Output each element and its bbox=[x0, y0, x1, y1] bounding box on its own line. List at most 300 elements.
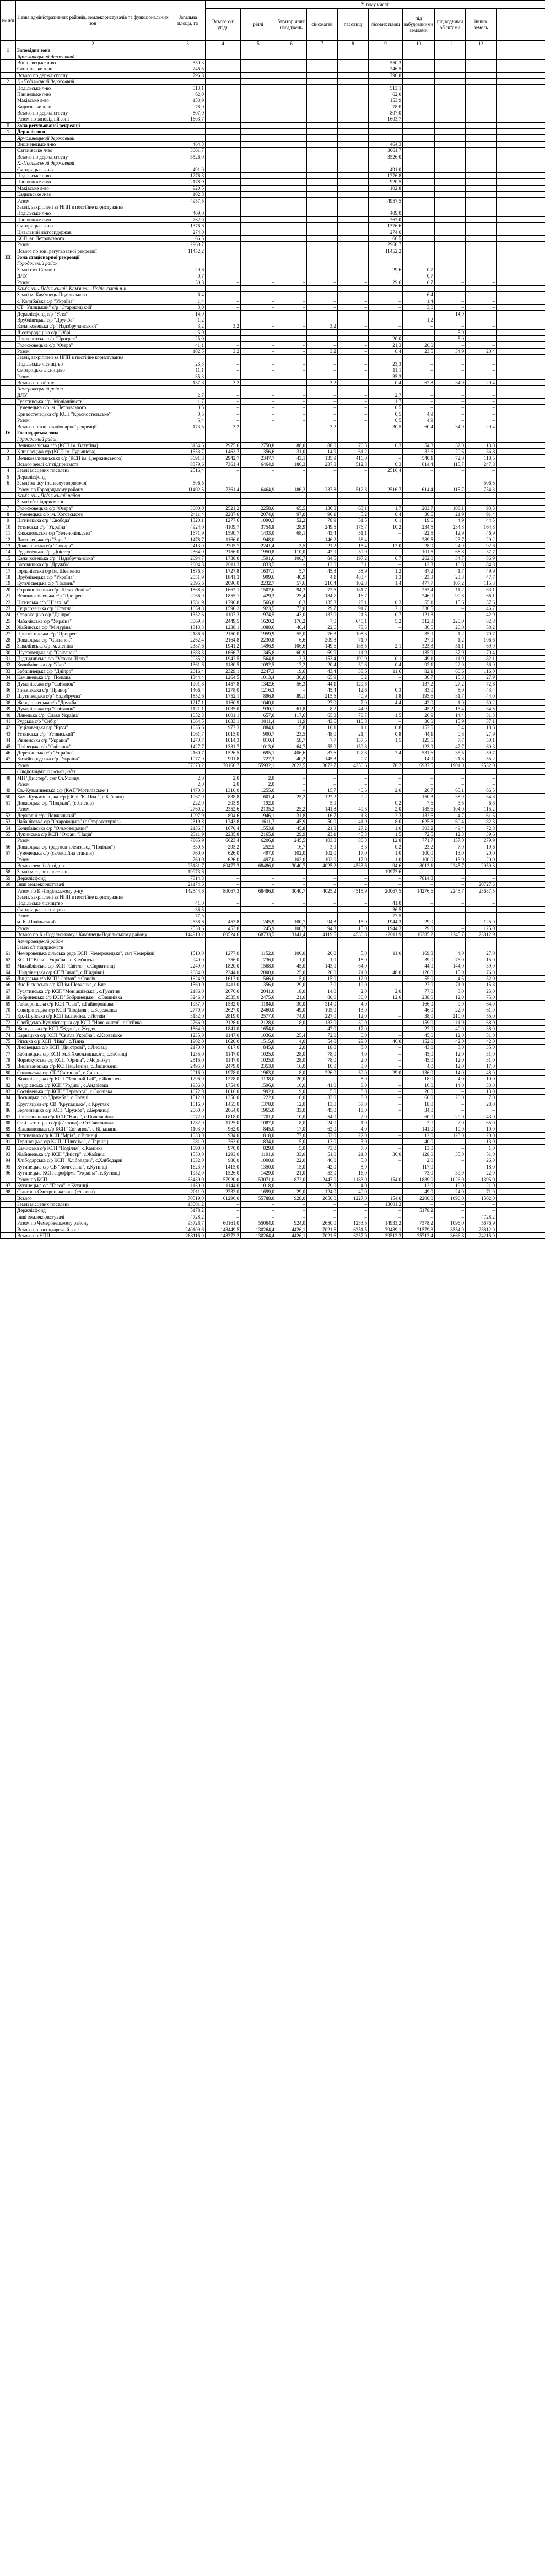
row-value: 73,0 bbox=[403, 1170, 435, 1176]
row-extra bbox=[497, 1007, 545, 1013]
row-value: 1232,0 bbox=[170, 1119, 206, 1126]
row-value: 42,9 bbox=[307, 549, 338, 555]
row-value: – bbox=[338, 417, 369, 423]
table-row bbox=[1, 505, 545, 511]
row-value: 1,3 bbox=[369, 574, 403, 580]
row-value: 2975,6 bbox=[206, 442, 241, 448]
row-value: – bbox=[369, 562, 403, 568]
row-value bbox=[307, 229, 338, 235]
table-row bbox=[1, 1126, 545, 1132]
row-value: 1255,0 bbox=[241, 787, 276, 794]
row-value: 43,0 bbox=[466, 1113, 497, 1119]
row-value: 1944,3 bbox=[369, 919, 403, 925]
row-value: 27,2 bbox=[435, 681, 466, 687]
row-value bbox=[241, 135, 276, 141]
row-number: 97 bbox=[1, 1182, 16, 1188]
row-value bbox=[466, 160, 497, 166]
row-value: – bbox=[206, 405, 241, 411]
row-value: 2094,7 bbox=[170, 555, 206, 561]
row-value bbox=[338, 198, 369, 204]
table-row bbox=[1, 1001, 545, 1007]
row-value: 90,1 bbox=[307, 511, 338, 517]
row-extra bbox=[497, 1063, 545, 1069]
row-value: 31,0 bbox=[466, 1057, 497, 1063]
row-value: – bbox=[466, 398, 497, 404]
row-value: 7,0 bbox=[307, 982, 338, 988]
row-value bbox=[338, 222, 369, 229]
row-value bbox=[276, 355, 307, 361]
row-value bbox=[466, 254, 497, 260]
row-number: 55 bbox=[1, 831, 16, 837]
row-value: 1088,6 bbox=[241, 624, 276, 630]
row-value: 16,7 bbox=[307, 812, 338, 818]
row-name: Клинівецька с/р (КСП ім. Гурьянова) bbox=[16, 449, 170, 455]
row-value: 760,0 bbox=[170, 856, 206, 862]
row-value bbox=[307, 285, 338, 291]
row-value bbox=[369, 204, 403, 210]
row-value: – bbox=[276, 367, 307, 373]
row-number bbox=[1, 806, 16, 812]
row-value: 46,0 bbox=[369, 1038, 403, 1044]
row-name: Разом bbox=[16, 781, 170, 787]
row-value: 166,0 bbox=[403, 1001, 435, 1007]
row-value: – bbox=[206, 411, 241, 417]
row-value: 2329,1 bbox=[206, 668, 241, 674]
row-extra bbox=[497, 699, 545, 705]
row-value: 18,0 bbox=[307, 1045, 338, 1051]
row-value: 29,6 bbox=[369, 267, 403, 273]
row-value: – bbox=[369, 455, 403, 461]
row-name: Лоєвицька с/р "Дружба", с.Лоєвці bbox=[16, 1095, 170, 1101]
row-value bbox=[338, 166, 369, 172]
row-value bbox=[466, 104, 497, 110]
header-name: Назва адміністративних районів, землекористувачів та функціональних зон bbox=[16, 1, 170, 41]
row-value: – bbox=[403, 1201, 435, 1207]
row-value: 102,3 bbox=[338, 580, 369, 586]
row-name: Китайгородська с/р "Україна" bbox=[16, 756, 170, 762]
row-value bbox=[403, 129, 435, 135]
row-extra bbox=[497, 586, 545, 593]
row-value: – bbox=[206, 342, 241, 348]
row-value bbox=[338, 172, 369, 178]
row-extra bbox=[497, 944, 545, 950]
row-value bbox=[206, 198, 241, 204]
table-row bbox=[1, 104, 545, 110]
row-extra bbox=[497, 631, 545, 637]
row-value: 1,7 bbox=[170, 398, 206, 404]
row-extra bbox=[497, 430, 545, 436]
row-value: 8,0 bbox=[276, 1019, 307, 1025]
row-name: Разом по К.-Подільському р-ну bbox=[16, 888, 170, 894]
row-value: – bbox=[338, 361, 369, 367]
row-value: – bbox=[466, 392, 497, 398]
row-value: 3,1 bbox=[338, 562, 369, 568]
row-name: Разом по Чемеровецькому району bbox=[16, 1220, 170, 1226]
row-value: 4,0 bbox=[338, 1001, 369, 1007]
row-number: III bbox=[1, 254, 16, 260]
row-extra bbox=[497, 963, 545, 969]
table-row bbox=[1, 1164, 545, 1170]
row-value: 136,0 bbox=[403, 1069, 435, 1075]
row-extra bbox=[497, 1176, 545, 1182]
row-value: 13,0 bbox=[307, 1101, 338, 1107]
row-value bbox=[369, 53, 403, 59]
row-value: 1191,0 bbox=[241, 1151, 276, 1157]
row-value: 55064,0 bbox=[241, 1220, 276, 1226]
row-value: 2004,3 bbox=[170, 562, 206, 568]
table-row bbox=[1, 649, 545, 655]
row-value: 1637,1 bbox=[241, 568, 276, 574]
row-extra bbox=[497, 1138, 545, 1144]
row-value: 1510,0 bbox=[170, 950, 206, 957]
row-value: 24215,9 bbox=[466, 1232, 497, 1238]
row-value bbox=[338, 72, 369, 78]
row-value: 186,3 bbox=[276, 461, 307, 467]
row-value: – bbox=[369, 1113, 403, 1119]
row-value: – bbox=[435, 367, 466, 373]
row-value: 49,8 bbox=[338, 806, 369, 812]
row-value bbox=[435, 122, 466, 128]
row-value: 4530,8 bbox=[338, 932, 369, 938]
row-name: Лицівська с/р КСП "Світоч" с.Свисіч bbox=[16, 975, 170, 981]
col-number: 10 bbox=[403, 41, 435, 47]
row-value: 57,6 bbox=[276, 580, 307, 586]
row-value: – bbox=[435, 405, 466, 411]
row-value: 73,0 bbox=[307, 1145, 338, 1151]
row-value: 6206,8 bbox=[241, 838, 276, 844]
row-value: – bbox=[276, 1025, 307, 1031]
row-number: 31 bbox=[1, 655, 16, 661]
row-value: 149,6 bbox=[307, 643, 338, 649]
row-value: 1411,0 bbox=[206, 982, 241, 988]
header-numbers-row bbox=[1, 41, 545, 47]
row-value bbox=[276, 222, 307, 229]
row-number: 69 bbox=[1, 1001, 16, 1007]
row-value bbox=[435, 204, 466, 210]
row-extra bbox=[497, 875, 545, 881]
row-value: 20,0 bbox=[466, 1132, 497, 1138]
row-value: 100,7 bbox=[276, 555, 307, 561]
row-value: 2,0 bbox=[369, 806, 403, 812]
row-value: 117,0 bbox=[403, 1164, 435, 1170]
row-value: – bbox=[307, 405, 338, 411]
table-row bbox=[1, 856, 545, 862]
row-value: – bbox=[435, 1164, 466, 1170]
row-value: 55788,0 bbox=[241, 1195, 276, 1201]
row-value: – bbox=[206, 298, 241, 304]
row-number: 87 bbox=[1, 1113, 16, 1119]
row-value: 3,0 bbox=[338, 1063, 369, 1069]
row-value: 5,0 bbox=[276, 1138, 307, 1144]
row-value bbox=[403, 172, 435, 178]
row-value: 65439,0 bbox=[170, 1176, 206, 1182]
row-value: 1395,0 bbox=[466, 1176, 497, 1182]
row-extra bbox=[497, 894, 545, 900]
row-value bbox=[241, 160, 276, 166]
row-value: 159,8 bbox=[338, 743, 369, 749]
row-value: 5,0 bbox=[276, 1145, 307, 1151]
row-number: 8 bbox=[1, 511, 16, 517]
row-value bbox=[435, 198, 466, 204]
row-number: 23 bbox=[1, 605, 16, 611]
row-name: Калачковецька с/р "Надзбручанська" bbox=[16, 555, 170, 561]
row-value bbox=[276, 110, 307, 116]
row-value bbox=[276, 242, 307, 248]
row-number: 12 bbox=[1, 536, 16, 542]
row-extra bbox=[497, 825, 545, 831]
row-value: 12,0 bbox=[276, 1101, 307, 1107]
row-value bbox=[241, 499, 276, 505]
row-name: Отрочинівецька с/р "Шлях Ленінa" bbox=[16, 586, 170, 593]
row-value: – bbox=[338, 292, 369, 298]
row-value: 14276,6 bbox=[403, 888, 435, 894]
row-value: 0,2 bbox=[338, 675, 369, 681]
row-value: – bbox=[369, 1208, 403, 1214]
row-number: 17 bbox=[1, 568, 16, 574]
row-value: 227,0 bbox=[307, 1013, 338, 1019]
row-value: 68,1 bbox=[276, 530, 307, 536]
row-name: Землі, закріплені за НПП в постійне користування bbox=[16, 204, 170, 210]
row-extra bbox=[497, 1164, 545, 1170]
row-number: 65 bbox=[1, 975, 16, 981]
row-value: 4728,2 bbox=[170, 1214, 206, 1220]
row-name: Рудська с/р "Сибір" bbox=[16, 718, 170, 724]
row-value: 17,0 bbox=[338, 1025, 369, 1031]
row-value: 3141,4 bbox=[276, 932, 307, 938]
row-number bbox=[1, 461, 16, 467]
row-value: 3,2 bbox=[307, 379, 338, 385]
row-value: 1,2 bbox=[435, 631, 466, 637]
row-value: 13,0 bbox=[338, 1007, 369, 1013]
row-value: 2516,4 bbox=[170, 468, 206, 474]
row-value bbox=[241, 66, 276, 72]
header-agri-total: Всього с/г угідь bbox=[206, 9, 241, 41]
row-value: 93728,7 bbox=[170, 1220, 206, 1226]
row-extra bbox=[497, 731, 545, 737]
row-value: 303,2 bbox=[403, 825, 435, 831]
row-name: Смотрицьке лісництво bbox=[16, 367, 170, 373]
row-value: 20,0 bbox=[403, 1088, 435, 1094]
row-value bbox=[338, 104, 369, 110]
row-value: 141,8 bbox=[307, 806, 338, 812]
header-arable: ріллі bbox=[241, 9, 276, 41]
row-value: – bbox=[369, 317, 403, 323]
row-value: 2475,0 bbox=[241, 994, 276, 1000]
row-value: – bbox=[435, 342, 466, 348]
row-value bbox=[241, 110, 276, 116]
row-value: – bbox=[276, 411, 307, 417]
row-number: 21 bbox=[1, 593, 16, 599]
row-value bbox=[276, 235, 307, 241]
row-value: 1881,9 bbox=[170, 599, 206, 605]
row-value: 923,5 bbox=[241, 605, 276, 611]
row-value: 46,7 bbox=[466, 605, 497, 611]
table-row bbox=[1, 875, 545, 881]
row-number: 59 bbox=[1, 875, 16, 881]
row-value: 82,8 bbox=[466, 618, 497, 624]
row-value: – bbox=[276, 305, 307, 311]
table-row bbox=[1, 1082, 545, 1088]
row-value: 66,6 bbox=[435, 668, 466, 674]
row-value: 22,0 bbox=[276, 1157, 307, 1164]
table-row bbox=[1, 148, 545, 154]
row-name: Попелянецька с/р КСП "Нива", с.Попелянівка bbox=[16, 1113, 170, 1119]
row-value: 34,5 bbox=[466, 706, 497, 712]
row-value: 10,0 bbox=[466, 1076, 497, 1082]
row-extra bbox=[497, 72, 545, 78]
table-row bbox=[1, 850, 545, 856]
row-value: 82,3 bbox=[466, 819, 497, 825]
row-value: 11,9 bbox=[435, 655, 466, 661]
table-row bbox=[1, 379, 545, 385]
row-value bbox=[206, 355, 241, 361]
row-number: 26 bbox=[1, 624, 16, 630]
row-value bbox=[369, 768, 403, 774]
row-extra bbox=[497, 91, 545, 97]
row-value: 54,3 bbox=[403, 442, 435, 448]
row-number bbox=[1, 417, 16, 423]
row-value bbox=[435, 91, 466, 97]
row-value bbox=[338, 216, 369, 222]
row-value bbox=[241, 492, 276, 498]
row-value: – bbox=[307, 906, 338, 912]
row-value: 1516,0 bbox=[170, 1101, 206, 1107]
row-value: 13601,2 bbox=[369, 1201, 403, 1207]
row-value: 60,9 bbox=[276, 649, 307, 655]
row-value: 102,0 bbox=[307, 850, 338, 856]
row-value: 68,0 bbox=[466, 1019, 497, 1025]
row-value: 57920,0 bbox=[206, 1176, 241, 1182]
row-extra bbox=[497, 819, 545, 825]
table-row bbox=[1, 486, 545, 492]
row-value: – bbox=[369, 718, 403, 724]
row-value: – bbox=[338, 311, 369, 317]
row-value: 11,1 bbox=[369, 367, 403, 373]
row-value: 1013,4 bbox=[241, 675, 276, 681]
row-value: 35,0 bbox=[435, 1151, 466, 1157]
row-value: 1603,7 bbox=[170, 116, 206, 122]
row-number: 80 bbox=[1, 1069, 16, 1075]
table-row bbox=[1, 216, 545, 222]
row-value: 1889,0 bbox=[403, 1176, 435, 1182]
row-value: 13,0 bbox=[466, 1088, 497, 1094]
row-value: 977,3 bbox=[206, 725, 241, 731]
table-row bbox=[1, 267, 545, 273]
row-number: 95 bbox=[1, 1164, 16, 1170]
row-number bbox=[1, 141, 16, 147]
row-value: 1376,6 bbox=[369, 222, 403, 229]
row-value bbox=[307, 198, 338, 204]
row-value: 2770,0 bbox=[170, 1007, 206, 1013]
row-value: – bbox=[276, 881, 307, 887]
row-name: Сатанівське л-во bbox=[16, 66, 170, 72]
row-value: 1427,7 bbox=[170, 743, 206, 749]
row-value: 2960,7 bbox=[170, 242, 206, 248]
row-value: – bbox=[307, 781, 338, 787]
row-number: 93 bbox=[1, 1151, 16, 1157]
row-value: 2364,0 bbox=[170, 549, 206, 555]
row-value: 226,0 bbox=[307, 1069, 338, 1075]
row-value: – bbox=[307, 342, 338, 348]
row-value: 4,0 bbox=[276, 1038, 307, 1044]
table-row bbox=[1, 869, 545, 875]
row-value bbox=[466, 242, 497, 248]
row-value: 135,9 bbox=[307, 455, 338, 461]
row-value: 49,1 bbox=[403, 655, 435, 661]
row-value bbox=[338, 254, 369, 260]
row-value: 67673,2 bbox=[170, 762, 206, 768]
row-name: КСТП "Вільна Україна", с.Кам'янськ bbox=[16, 957, 170, 963]
row-value bbox=[403, 141, 435, 147]
row-value: 1564,8 bbox=[241, 655, 276, 661]
row-value: 3154,6 bbox=[170, 442, 206, 448]
row-value bbox=[435, 894, 466, 900]
row-value: 4957,5 bbox=[170, 198, 206, 204]
table-row bbox=[1, 762, 545, 768]
row-value: – bbox=[276, 298, 307, 304]
row-number bbox=[1, 919, 16, 925]
row-value: – bbox=[435, 1101, 466, 1107]
row-value: 11452,2 bbox=[369, 248, 403, 254]
row-value: 23,2 bbox=[403, 844, 435, 850]
row-value bbox=[241, 436, 276, 442]
row-name: Подільське лісництво bbox=[16, 900, 170, 906]
row-value: 54,0 bbox=[307, 1113, 338, 1119]
row-value: 87,2 bbox=[403, 568, 435, 574]
row-number: 77 bbox=[1, 1051, 16, 1057]
row-number: 52 bbox=[1, 812, 16, 818]
row-value bbox=[206, 768, 241, 774]
row-name: Шидлівецька с/р СГ "Нивці", с.Шидлівці bbox=[16, 969, 170, 975]
row-number bbox=[1, 361, 16, 367]
header-extra bbox=[497, 9, 545, 41]
row-value: 2352,6 bbox=[206, 806, 241, 812]
row-number: 43 bbox=[1, 731, 16, 737]
row-name: Соснівецька с/р КСП "Перемога", с.Соснівка bbox=[16, 1088, 170, 1094]
row-value: 1568,0 bbox=[241, 963, 276, 969]
row-value: 940,0 bbox=[170, 957, 206, 963]
row-value: 695,1 bbox=[241, 749, 276, 756]
col-number: 1 bbox=[1, 41, 16, 47]
row-value: – bbox=[307, 298, 338, 304]
row-name: Чемеровецький район bbox=[16, 386, 170, 392]
row-value: 1144,0 bbox=[206, 1182, 241, 1188]
row-value: 23812,9 bbox=[466, 932, 497, 938]
row-number bbox=[1, 110, 16, 116]
row-value bbox=[241, 141, 276, 147]
row-value bbox=[241, 285, 276, 291]
row-value: 2960,7 bbox=[369, 242, 403, 248]
row-name: Кадиєвське л-во bbox=[16, 104, 170, 110]
row-value: 12,0 bbox=[435, 994, 466, 1000]
row-value: – bbox=[307, 329, 338, 335]
row-value: 203,7 bbox=[403, 505, 435, 511]
row-value: – bbox=[276, 405, 307, 411]
row-value: 23812,9 bbox=[466, 1226, 497, 1232]
row-value: 72,0 bbox=[435, 455, 466, 461]
row-extra bbox=[497, 869, 545, 875]
row-extra bbox=[497, 649, 545, 655]
row-extra bbox=[497, 398, 545, 404]
row-extra bbox=[497, 881, 545, 887]
row-value: 0,3 bbox=[369, 687, 403, 693]
row-value: 21,9 bbox=[435, 511, 466, 517]
row-value bbox=[307, 242, 338, 248]
row-value: 115,2 bbox=[466, 806, 497, 812]
table-row bbox=[1, 499, 545, 505]
row-value: – bbox=[338, 912, 369, 919]
header-group: У тому числі: bbox=[206, 1, 545, 9]
